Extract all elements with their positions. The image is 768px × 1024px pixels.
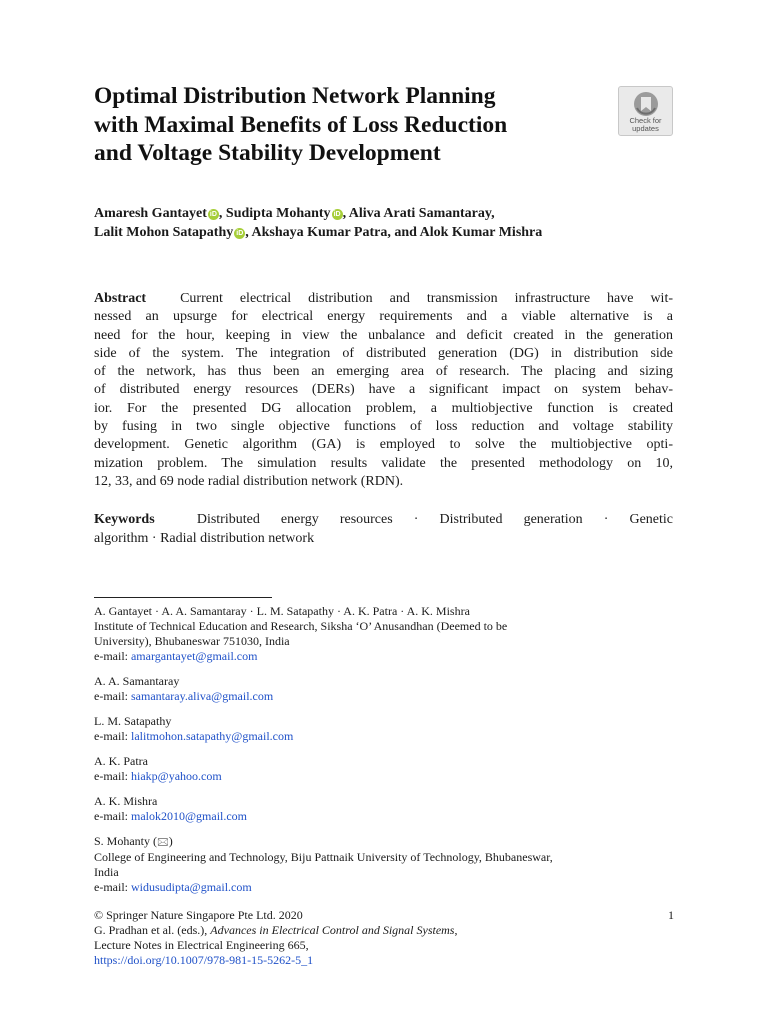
- affiliation-institution: Institute of Technical Education and Research, Siksha ‘O’ Anusandhan (Deemed to be: [94, 619, 508, 633]
- email-label: e-mail:: [94, 649, 131, 663]
- series: Lecture Notes in Electrical Engineering 665,: [94, 938, 309, 952]
- abstract-line: need for the hour, keeping in view the unbalance and deficit created in the generation: [94, 327, 673, 343]
- abstract-line: of distributed energy resources (DERs) have a significant impact on system behav-: [94, 382, 673, 398]
- badge-text: updates: [632, 124, 659, 133]
- badge-text: Check for: [629, 116, 662, 125]
- affiliation-block: [94, 834, 684, 895]
- title-line: and Voltage Stability Development: [94, 140, 441, 166]
- abstract: [94, 290, 673, 491]
- abstract-line: by fusing in two single objective functions of loss reduction and voltage stability: [94, 419, 673, 435]
- affiliation-institution: India: [94, 865, 119, 879]
- abstract-line: [94, 290, 673, 308]
- citation-book-title: Advances in Electrical Control and Signal Systems: [210, 923, 455, 937]
- email-row: [94, 809, 684, 824]
- keywords-line: [94, 511, 673, 530]
- doi-link[interactable]: https://doi.org/10.1007/978-981-15-5262-5_1: [94, 953, 314, 967]
- email-link[interactable]: hiakp@yahoo.com: [130, 769, 222, 783]
- author-name: , Aliva Arati Samantaray,: [342, 206, 495, 221]
- title-line: with Maximal Benefits of Loss Reduction: [94, 111, 508, 138]
- abstract-line: nessed an upsurge for electrical energy requirements and a viable alternative is a: [94, 309, 673, 325]
- abstract-text: Current electrical distribution and transmission infrastructure have wit-: [180, 291, 674, 306]
- affiliation-name: [94, 834, 684, 850]
- email-link[interactable]: samantaray.aliva@gmail.com: [130, 689, 274, 703]
- author-list: [94, 204, 714, 242]
- affiliation-name: L. M. Satapathy: [94, 714, 172, 728]
- affiliation-names: A. Gantayet · A. A. Samantaray · L. M. Satapathy · A. K. Patra · A. K. Mishra: [94, 604, 470, 618]
- email-row: [94, 689, 684, 704]
- footer: [94, 908, 674, 968]
- abstract-line: ior. For the presented DG allocation problem, a multiobjective function is created: [94, 400, 673, 416]
- check-for-updates-badge[interactable]: [618, 86, 673, 136]
- keywords-label: Keywords: [94, 512, 155, 527]
- affiliation-institution: University), Bhubaneswar 751030, India: [94, 634, 290, 648]
- email-label: e-mail:: [94, 809, 131, 823]
- email-label: e-mail:: [94, 769, 131, 783]
- keywords-text: Distributed energy resources · Distributed generation · Genetic: [196, 512, 673, 527]
- email-label: e-mail:: [94, 880, 131, 894]
- citation-editors: G. Pradhan et al. (eds.),: [94, 923, 211, 937]
- email-row: [94, 729, 684, 744]
- affiliation-name: A. K. Mishra: [94, 794, 158, 808]
- author-line: [94, 204, 714, 223]
- title-line: Optimal Distribution Network Planning: [94, 83, 496, 109]
- email-row: [94, 649, 684, 664]
- copyright: © Springer Nature Singapore Pte Ltd. 2020: [94, 908, 303, 922]
- paren-close: ): [168, 834, 173, 848]
- affiliation-name: A. A. Samantaray: [94, 674, 180, 688]
- email-link[interactable]: lalitmohon.satapathy@gmail.com: [130, 729, 294, 743]
- bookmark-icon: [633, 91, 659, 117]
- email-link[interactable]: amargantayet@gmail.com: [130, 649, 258, 663]
- affiliation-block: [94, 714, 684, 744]
- email-link[interactable]: widusudipta@gmail.com: [130, 880, 252, 894]
- citation-punct: ,: [454, 923, 458, 937]
- affiliation-block: [94, 754, 684, 784]
- email-link[interactable]: malok2010@gmail.com: [130, 809, 248, 823]
- author-name: Lalit Mohon Satapathy: [94, 225, 234, 240]
- affiliation-name: A. K. Patra: [94, 754, 148, 768]
- paper-title: [94, 82, 604, 168]
- affiliations: [94, 604, 684, 905]
- orcid-icon[interactable]: iD: [209, 211, 217, 218]
- corresponding-author-name: S. Mohanty (: [94, 834, 157, 848]
- page-number: 1: [668, 908, 674, 922]
- affiliation-block: [94, 674, 684, 704]
- author-line: [94, 223, 714, 242]
- citation: [94, 923, 674, 938]
- author-name: Amaresh Gantayet: [94, 206, 207, 221]
- email-row: [94, 769, 684, 784]
- abstract-line: 12, 33, and 69 node radial distribution network (RDN).: [94, 473, 404, 489]
- keywords-line: algorithm · Radial distribution network: [94, 530, 315, 546]
- orcid-icon[interactable]: iD: [333, 211, 341, 218]
- affiliation-institution: College of Engineering and Technology, Biju Pattnaik University of Technology, Bhubaneswar,: [94, 850, 553, 864]
- author-name: , Sudipta Mohanty: [218, 206, 331, 221]
- abstract-line: mization problem. The simulation results validate the presented methodology on 10,: [94, 455, 673, 471]
- email-label: e-mail:: [94, 689, 131, 703]
- abstract-line: side of the system. The integration of distributed generation (DG) in distribution side: [94, 345, 673, 361]
- envelope-icon[interactable]: 🖂: [157, 837, 169, 848]
- keywords: [94, 511, 673, 548]
- orcid-icon[interactable]: iD: [236, 230, 244, 237]
- affiliation-block: [94, 604, 684, 664]
- abstract-line: development. Genetic algorithm (GA) is employed to solve the multiobjective opti-: [94, 437, 673, 453]
- email-row: [94, 880, 684, 895]
- abstract-label: Abstract: [94, 291, 147, 306]
- abstract-line: of the network, has thus been an emerging area of research. The placing and sizing: [94, 364, 673, 380]
- email-label: e-mail:: [94, 729, 131, 743]
- footnote-rule: [94, 597, 272, 598]
- affiliation-block: [94, 794, 684, 824]
- author-name: , Akshaya Kumar Patra, and Alok Kumar Mishra: [245, 225, 543, 240]
